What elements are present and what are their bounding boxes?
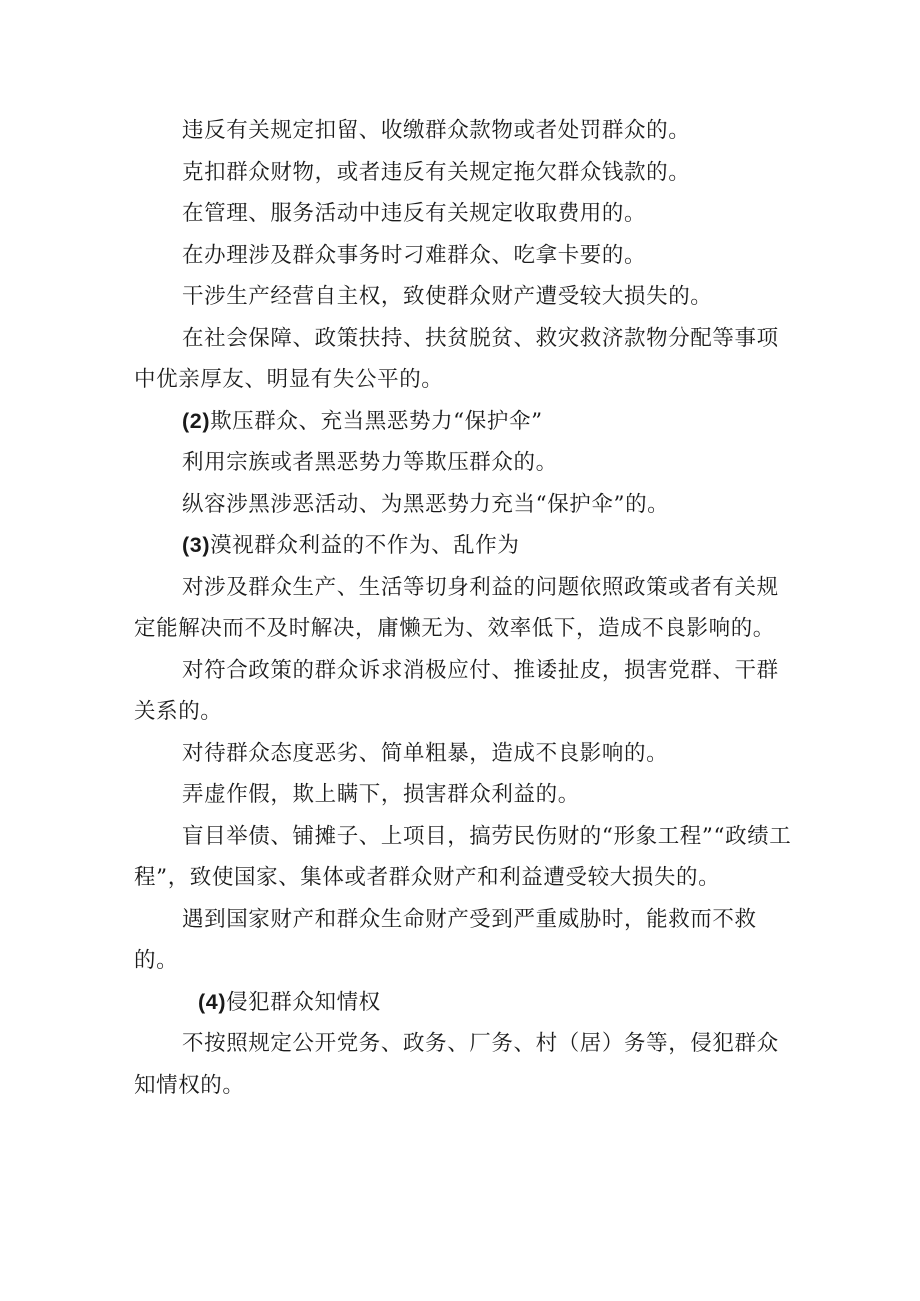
section-heading-2: [134, 401, 794, 443]
paragraph: 盲目举债、铺摊子、上项目，搞劳民伤财的“形象工程”“政绩工程”，致使国家、集体或者群众财产和利益遭受较大损失的。: [134, 823, 792, 890]
paragraph: 在办理涉及群众事务时刁难群众、吃拿卡要的。: [182, 242, 647, 268]
paragraph: 纵容涉黑涉恶活动、为黑恶势力充当“保护伞”的。: [182, 491, 670, 517]
section-title: 侵犯群众知情权: [226, 989, 381, 1015]
paragraph: 违反有关规定扣留、收缴群众款物或者处罚群众的。: [182, 118, 691, 143]
section-number: (2): [182, 408, 211, 433]
paragraph: 遇到国家财产和群众生命财产受到严重威胁时，能救而不救的。: [134, 906, 757, 973]
paragraph: 在社会保障、政策扶持、扶贫脱贫、救灾救济款物分配等事项中优亲厚友、明显有失公平的。: [134, 325, 779, 392]
paragraph: 弄虚作假，欺上瞒下，损害群众利益的。: [182, 782, 580, 807]
section-heading-3: [134, 525, 794, 567]
paragraph: 在管理、服务活动中违反有关规定收取费用的。: [182, 201, 647, 226]
paragraph: 利用宗族或者黑恶势力等欺压群众的。: [182, 450, 558, 475]
paragraph: 不按照规定公开党务、政务、厂务、村（居）务等，侵犯群众知情权的。: [134, 1031, 779, 1098]
paragraph: 对涉及群众生产、生活等切身利益的问题依照政策或者有关规定能解决而不及时解决，庸懒无为、效率低下，造成不良影响的。: [134, 574, 779, 641]
section-title: 漠视群众利益的不作为、乱作为: [210, 533, 520, 558]
document-body: [134, 110, 794, 1106]
section-number: (3): [182, 533, 211, 557]
section-heading-4: [134, 982, 794, 1024]
section-title: 欺压群众、充当黑恶势力“保护伞”: [210, 408, 543, 434]
paragraph: 对待群众态度恶劣、简单粗暴，造成不良影响的。: [182, 740, 669, 766]
section-number: (4): [198, 989, 227, 1014]
paragraph: 克扣群众财物，或者违反有关规定拖欠群众钱款的。: [182, 159, 691, 185]
paragraph: 对符合政策的群众诉求消极应付、推诿扯皮，损害党群、干群关系的。: [134, 657, 779, 724]
paragraph: 干涉生产经营自主权，致使群众财产遭受较大损失的。: [182, 284, 713, 309]
